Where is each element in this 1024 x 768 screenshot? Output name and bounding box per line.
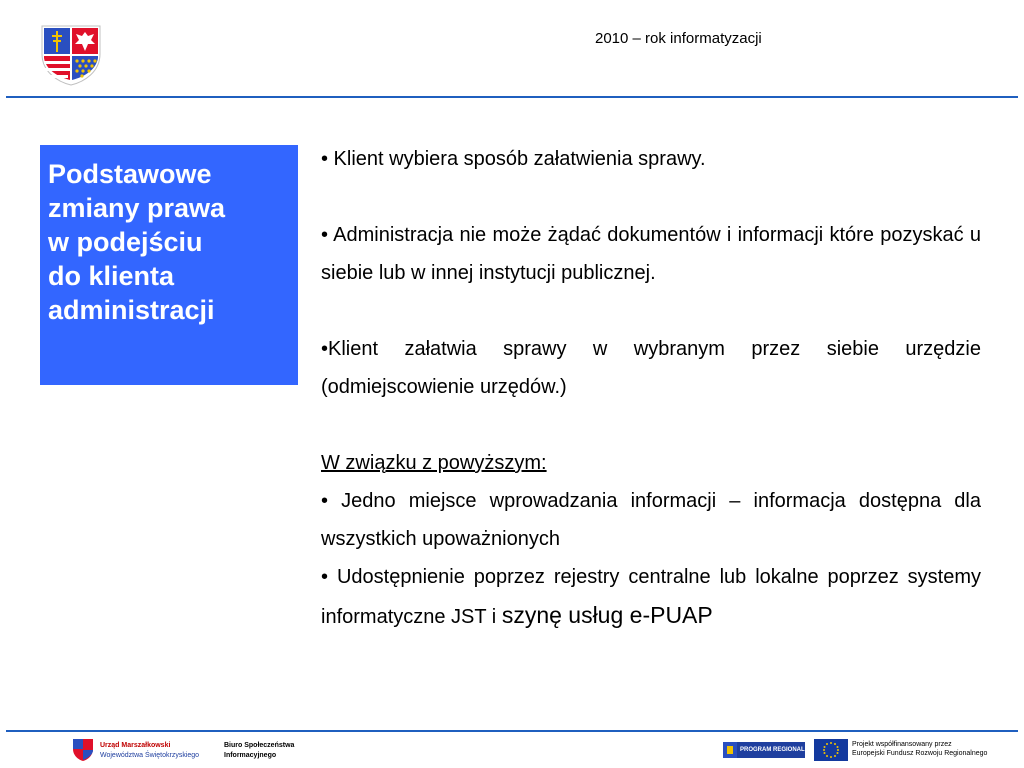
subheading: W związku z powyższym:	[321, 452, 547, 474]
eu-funding-note	[852, 740, 1002, 758]
footer-office-line1: Urząd Marszałkowski	[100, 742, 171, 749]
eu-funding-line2: Europejski Fundusz Rozwoju Regionalnego	[852, 750, 988, 757]
header-divider	[6, 96, 1018, 98]
coat-of-arms-small-icon	[72, 738, 94, 762]
bullet-paragraph: • Jedno miejsce wprowadzania informacji – informacja dostępna dla wszystkich upoważnionych	[321, 490, 981, 550]
footer-office-line2: Województwa Świętokrzyskiego	[100, 752, 200, 759]
header-title: 2010 – rok informatyzacji	[595, 30, 762, 47]
bullet-paragraph: •Klient załatwia sprawy w wybranym przez siebie urzędzie (odmiejscowienie urzędów.)	[321, 338, 981, 398]
title-line: zmiany prawa	[48, 193, 226, 223]
footer-bureau-line2: Informacyjnego	[224, 752, 277, 759]
bullet-text: • Udostępnienie poprzez rejestry centralne lub lokalne poprzez systemy informatyczne JST i	[321, 566, 981, 628]
program-badge-label: PROGRAM REGIONALNY	[740, 747, 814, 753]
title-line: w podejściu	[48, 227, 203, 257]
footer-bureau-line1: Biuro Społeczeństwa	[224, 742, 295, 749]
bullet-paragraph: • Klient wybiera sposób załatwienia sprawy.	[321, 148, 706, 170]
bullet-paragraph: • Administracja nie może żądać dokumentów i informacji które pozyskać u siebie lub w innej instytucji publicznej.	[321, 224, 981, 284]
footer-divider	[6, 730, 1018, 732]
title-line: do klienta	[48, 261, 175, 291]
title-line: Podstawowe	[48, 159, 212, 189]
section-title-box	[40, 145, 298, 385]
coat-of-arms-icon	[40, 24, 102, 86]
eu-funding-line1: Projekt współfinansowany przez	[852, 741, 952, 748]
title-line: administracji	[48, 295, 215, 325]
eu-flag-icon	[814, 739, 848, 761]
bullet-text-emphasis: szynę usług e-PUAP	[501, 602, 713, 628]
slide-content	[321, 140, 981, 636]
bullet-paragraph	[321, 558, 981, 636]
